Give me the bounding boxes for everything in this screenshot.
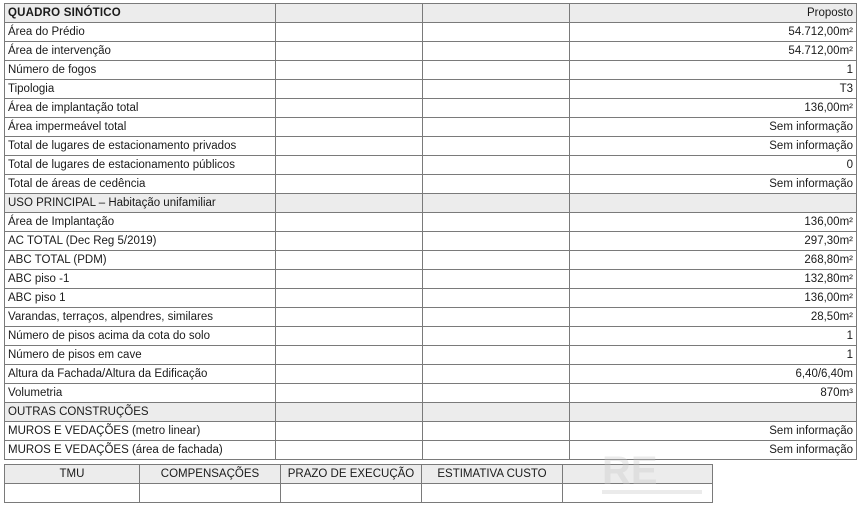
- row-value: 1: [570, 327, 857, 346]
- table-row: [5, 365, 857, 384]
- empty-cell: [423, 137, 570, 156]
- table-row: [5, 232, 857, 251]
- section-value-empty: [570, 403, 857, 422]
- empty-cell: [276, 365, 423, 384]
- footer-header-prazo: PRAZO DE EXECUÇÃO: [281, 465, 422, 484]
- row-value: Sem informação: [570, 441, 857, 460]
- empty-cell: [423, 213, 570, 232]
- empty-cell: [276, 213, 423, 232]
- row-value: 1: [570, 61, 857, 80]
- row-label: ABC piso 1: [5, 289, 276, 308]
- row-value: 268,80m²: [570, 251, 857, 270]
- row-value: 28,50m²: [570, 308, 857, 327]
- empty-cell: [276, 80, 423, 99]
- svg-text:RE: RE: [602, 449, 658, 493]
- row-label: Total de áreas de cedência: [5, 175, 276, 194]
- row-label: Área do Prédio: [5, 23, 276, 42]
- row-value: Sem informação: [570, 118, 857, 137]
- empty-cell: [276, 232, 423, 251]
- footer-header-estimativa: ESTIMATIVA CUSTO: [422, 465, 563, 484]
- empty-cell: [276, 137, 423, 156]
- table-row: [5, 23, 857, 42]
- footer-header-compensacoes: COMPENSAÇÕES: [140, 465, 281, 484]
- proposto-header: Proposto: [570, 4, 857, 23]
- empty-cell: [423, 118, 570, 137]
- quadro-sinotico-table: [4, 3, 857, 460]
- row-label: Número de pisos acima da cota do solo: [5, 327, 276, 346]
- empty-cell: [276, 156, 423, 175]
- empty-cell: [423, 308, 570, 327]
- row-label: MUROS E VEDAÇÕES (área de fachada): [5, 441, 276, 460]
- row-value: 54.712,00m²: [570, 23, 857, 42]
- row-label: Área de Implantação: [5, 213, 276, 232]
- empty-cell: [276, 308, 423, 327]
- row-label: Volumetria: [5, 384, 276, 403]
- row-value: 6,40/6,40m: [570, 365, 857, 384]
- empty-cell: [276, 175, 423, 194]
- table-row: [5, 327, 857, 346]
- empty-cell: [276, 251, 423, 270]
- table-row: [5, 308, 857, 327]
- row-label: ABC piso -1: [5, 270, 276, 289]
- empty-cell: [423, 289, 570, 308]
- row-value: T3: [570, 80, 857, 99]
- empty-cell: [276, 194, 423, 213]
- row-value: 136,00m²: [570, 289, 857, 308]
- empty-cell: [276, 23, 423, 42]
- empty-cell: [276, 118, 423, 137]
- quadro-sinotico-sheet: [4, 3, 853, 503]
- row-value: 0: [570, 156, 857, 175]
- row-label: Área de intervenção: [5, 42, 276, 61]
- row-value: 136,00m²: [570, 213, 857, 232]
- row-label: Área impermeável total: [5, 118, 276, 137]
- table-row: [5, 384, 857, 403]
- empty-cell: [276, 289, 423, 308]
- table-row: [5, 156, 857, 175]
- empty-cell: [276, 346, 423, 365]
- title-row: [5, 4, 857, 23]
- empty-cell: [423, 270, 570, 289]
- table-row: [5, 194, 857, 213]
- row-value: 54.712,00m²: [570, 42, 857, 61]
- empty-cell: [276, 42, 423, 61]
- empty-cell: [423, 422, 570, 441]
- empty-cell: [423, 327, 570, 346]
- table-row: [5, 61, 857, 80]
- table-row: [5, 175, 857, 194]
- empty-cell: [276, 403, 423, 422]
- row-label: Varandas, terraços, alpendres, similares: [5, 308, 276, 327]
- empty-cell: [423, 441, 570, 460]
- table-row: [5, 441, 857, 460]
- empty-cell: [276, 384, 423, 403]
- empty-cell: [423, 61, 570, 80]
- empty-cell: [423, 156, 570, 175]
- table-row: [5, 137, 857, 156]
- row-label: Total de lugares de estacionamento privados: [5, 137, 276, 156]
- empty-cell: [423, 80, 570, 99]
- footer-value-cell: [281, 484, 422, 503]
- empty-cell: [423, 232, 570, 251]
- row-label: Total de lugares de estacionamento públicos: [5, 156, 276, 175]
- section-title: OUTRAS CONSTRUÇÕES: [5, 403, 276, 422]
- empty-header-cell: [423, 4, 570, 23]
- empty-cell: [276, 61, 423, 80]
- table-row: [5, 270, 857, 289]
- footer-header-row: [5, 465, 713, 484]
- empty-cell: [423, 99, 570, 118]
- row-label: Número de pisos em cave: [5, 346, 276, 365]
- empty-cell: [423, 403, 570, 422]
- footer-value-cell: [422, 484, 563, 503]
- row-label: Área de implantação total: [5, 99, 276, 118]
- footer-value-row: [5, 484, 713, 503]
- footer-table: [4, 464, 713, 503]
- empty-header-cell: [276, 4, 423, 23]
- table-row: [5, 289, 857, 308]
- table-title: QUADRO SINÓTICO: [5, 4, 276, 23]
- table-row: [5, 213, 857, 232]
- table-row: [5, 422, 857, 441]
- footer-value-cell: [563, 484, 713, 503]
- footer-header-empty: [563, 465, 713, 484]
- table-row: [5, 346, 857, 365]
- footer-value-cell: [5, 484, 140, 503]
- row-label: Número de fogos: [5, 61, 276, 80]
- row-value: Sem informação: [570, 175, 857, 194]
- table-row: [5, 251, 857, 270]
- table-row: [5, 80, 857, 99]
- footer-value-cell: [140, 484, 281, 503]
- row-value: Sem informação: [570, 137, 857, 156]
- row-value: 136,00m²: [570, 99, 857, 118]
- section-value-empty: [570, 194, 857, 213]
- row-label: AC TOTAL (Dec Reg 5/2019): [5, 232, 276, 251]
- empty-cell: [423, 175, 570, 194]
- footer-header-tmu: TMU: [5, 465, 140, 484]
- section-title: USO PRINCIPAL – Habitação unifamiliar: [5, 194, 276, 213]
- empty-cell: [423, 251, 570, 270]
- empty-cell: [276, 270, 423, 289]
- empty-cell: [423, 42, 570, 61]
- row-label: MUROS E VEDAÇÕES (metro linear): [5, 422, 276, 441]
- row-value: Sem informação: [570, 422, 857, 441]
- table-row: [5, 42, 857, 61]
- empty-cell: [276, 327, 423, 346]
- row-label: Tipologia: [5, 80, 276, 99]
- empty-cell: [423, 346, 570, 365]
- table-row: [5, 118, 857, 137]
- row-value: 870m³: [570, 384, 857, 403]
- empty-cell: [276, 422, 423, 441]
- empty-cell: [423, 23, 570, 42]
- row-label: ABC TOTAL (PDM): [5, 251, 276, 270]
- table-row: [5, 99, 857, 118]
- empty-cell: [423, 384, 570, 403]
- row-label: Altura da Fachada/Altura da Edificação: [5, 365, 276, 384]
- empty-cell: [276, 99, 423, 118]
- row-value: 1: [570, 346, 857, 365]
- empty-cell: [423, 365, 570, 384]
- empty-cell: [423, 194, 570, 213]
- row-value: 132,80m²: [570, 270, 857, 289]
- row-value: 297,30m²: [570, 232, 857, 251]
- empty-cell: [276, 441, 423, 460]
- table-row: [5, 403, 857, 422]
